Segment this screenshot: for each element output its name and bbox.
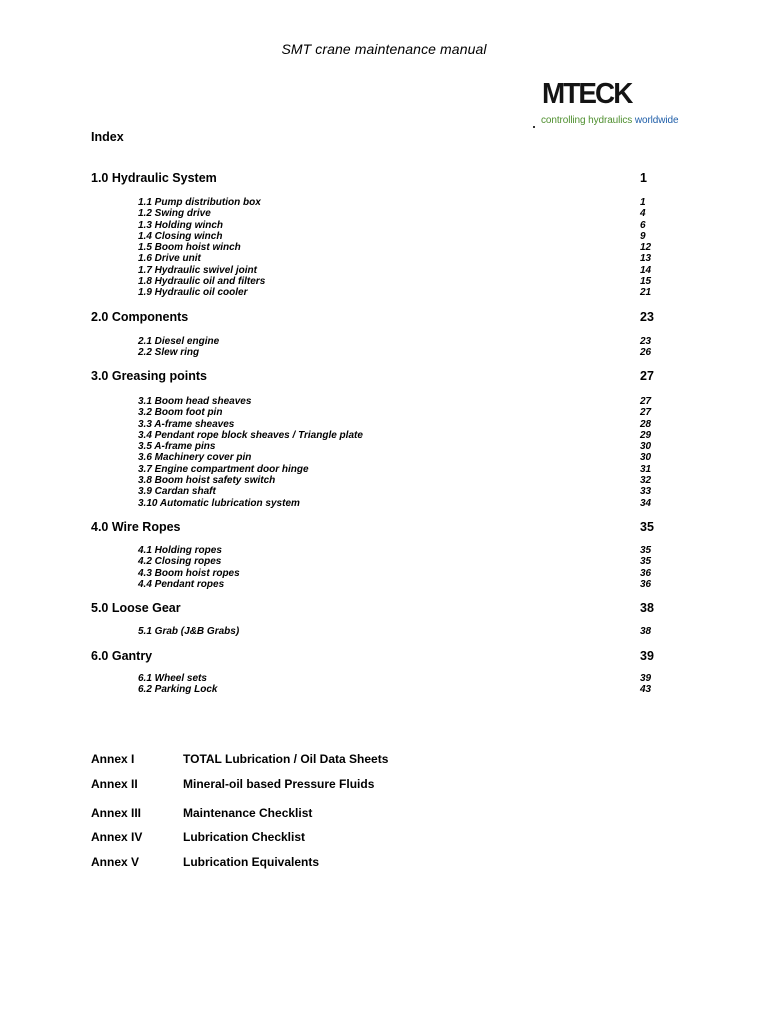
toc-item bbox=[91, 253, 661, 264]
toc-item bbox=[91, 336, 661, 347]
annex-code: Annex V bbox=[91, 855, 140, 869]
toc-item-label: 1.4 Closing winch bbox=[138, 230, 223, 242]
toc-item bbox=[91, 242, 661, 253]
page-header-title: SMT crane maintenance manual bbox=[281, 41, 487, 57]
logo-tagline bbox=[541, 115, 678, 126]
toc-item-page: 21 bbox=[640, 287, 652, 299]
toc-item bbox=[91, 486, 661, 497]
toc-section-label: 5.0 Loose Gear bbox=[91, 601, 181, 615]
annex-title: Lubrication Equivalents bbox=[183, 855, 320, 869]
toc-item-page: 35 bbox=[640, 556, 652, 568]
toc-section-page: 23 bbox=[640, 310, 654, 324]
toc-section-heading bbox=[91, 601, 661, 617]
toc-item-label: 1.9 Hydraulic oil cooler bbox=[138, 287, 248, 299]
toc-section bbox=[91, 601, 661, 637]
toc-section bbox=[91, 520, 661, 590]
toc-item-label: 4.3 Boom hoist ropes bbox=[138, 567, 240, 579]
toc-item-label: 1.3 Holding winch bbox=[138, 219, 224, 231]
toc-item-label: 6.1 Wheel sets bbox=[138, 673, 207, 684]
toc-sublist bbox=[91, 545, 661, 590]
annex-code: Annex III bbox=[91, 806, 142, 820]
toc-section-page: 38 bbox=[640, 601, 654, 615]
annex-title: TOTAL Lubrication / Oil Data Sheets bbox=[183, 752, 389, 766]
toc-section bbox=[91, 369, 661, 509]
toc-section-heading bbox=[91, 520, 661, 536]
toc-item bbox=[91, 545, 661, 556]
toc-item-page: 6 bbox=[640, 219, 646, 231]
toc-section bbox=[91, 310, 661, 359]
toc-item bbox=[91, 498, 661, 509]
mteck-logo bbox=[532, 78, 682, 130]
toc-item-page: 32 bbox=[640, 475, 652, 487]
toc-section bbox=[91, 171, 661, 299]
toc-item-label: 2.2 Slew ring bbox=[138, 347, 200, 359]
toc-item bbox=[91, 556, 661, 567]
toc-item-page: 34 bbox=[640, 497, 652, 509]
toc-item-label: 1.1 Pump distribution box bbox=[138, 197, 261, 208]
toc-item-page: 35 bbox=[640, 545, 652, 556]
toc-item bbox=[91, 347, 661, 358]
toc-section-page: 39 bbox=[640, 649, 654, 663]
toc-item-page: 43 bbox=[640, 684, 652, 696]
toc-item-label: 1.7 Hydraulic swivel joint bbox=[138, 264, 257, 276]
toc-item bbox=[91, 626, 661, 637]
toc-item-page: 9 bbox=[640, 230, 646, 242]
toc-item bbox=[91, 396, 661, 407]
toc-item-page: 1 bbox=[640, 197, 646, 208]
toc-item-page: 36 bbox=[640, 578, 652, 590]
toc-item-page: 4 bbox=[640, 208, 646, 220]
annex-code: Annex II bbox=[91, 777, 138, 791]
toc-item-label: 3.1 Boom head sheaves bbox=[138, 396, 252, 407]
toc-item-page: 28 bbox=[640, 418, 652, 430]
toc-sublist bbox=[91, 626, 661, 637]
toc-item bbox=[91, 407, 661, 418]
toc-section-label: 3.0 Greasing points bbox=[91, 369, 208, 383]
toc-item-label: 5.1 Grab (J&B Grabs) bbox=[138, 626, 240, 637]
annex-title: Maintenance Checklist bbox=[183, 806, 313, 820]
toc-section-page: 27 bbox=[640, 369, 654, 383]
toc-item-label: 3.3 A-frame sheaves bbox=[138, 418, 235, 430]
toc-item-page: 38 bbox=[640, 626, 652, 637]
toc-section-page: 35 bbox=[640, 520, 654, 534]
toc-item-page: 33 bbox=[640, 486, 652, 498]
toc-sublist bbox=[91, 197, 661, 299]
toc-section-label: 2.0 Components bbox=[91, 310, 189, 324]
toc-item bbox=[91, 441, 661, 452]
toc-item-label: 3.4 Pendant rope block sheaves / Triangle plate bbox=[138, 429, 363, 441]
toc-item-page: 13 bbox=[640, 253, 652, 265]
toc-item-page: 14 bbox=[640, 264, 652, 276]
annex-code: Annex I bbox=[91, 752, 135, 766]
toc-section-heading bbox=[91, 310, 661, 326]
toc-item bbox=[91, 579, 661, 590]
toc-item-page: 27 bbox=[640, 396, 652, 407]
toc-item bbox=[91, 684, 661, 695]
toc-section-label: 1.0 Hydraulic System bbox=[91, 171, 217, 185]
toc-item bbox=[91, 220, 661, 231]
toc-item-label: 3.9 Cardan shaft bbox=[138, 486, 216, 498]
annex-title: Lubrication Checklist bbox=[183, 830, 306, 844]
toc-item bbox=[91, 475, 661, 486]
annex-title: Mineral-oil based Pressure Fluids bbox=[183, 777, 375, 791]
toc-item-label: 4.2 Closing ropes bbox=[138, 556, 222, 568]
toc-item bbox=[91, 265, 661, 276]
toc-item bbox=[91, 287, 661, 298]
toc-item-page: 31 bbox=[640, 463, 652, 475]
toc-section-heading bbox=[91, 649, 661, 665]
toc-item-label: 6.2 Parking Lock bbox=[138, 684, 218, 696]
logo-dot bbox=[533, 126, 535, 128]
logo-tagline-part2: worldwide bbox=[634, 115, 679, 126]
toc-section bbox=[91, 649, 661, 696]
toc-item bbox=[91, 673, 661, 684]
toc-item-page: 12 bbox=[640, 242, 652, 254]
toc-item-label: 1.6 Drive unit bbox=[138, 253, 201, 265]
toc-item-label: 3.10 Automatic lubrication system bbox=[138, 497, 300, 509]
toc-item-page: 36 bbox=[640, 567, 652, 579]
toc-item-label: 3.8 Boom hoist safety switch bbox=[138, 475, 276, 487]
logo-wordmark: MTECK bbox=[542, 78, 632, 110]
toc-sublist bbox=[91, 673, 661, 696]
toc-item bbox=[91, 430, 661, 441]
toc-item-label: 4.1 Holding ropes bbox=[138, 545, 222, 556]
toc-sublist bbox=[91, 396, 661, 509]
toc-section-heading bbox=[91, 171, 661, 187]
toc-item-page: 15 bbox=[640, 276, 652, 288]
annex-code: Annex IV bbox=[91, 830, 143, 844]
toc-item-label: 1.8 Hydraulic oil and filters bbox=[138, 276, 266, 288]
toc-sublist bbox=[91, 336, 661, 359]
index-heading: Index bbox=[91, 130, 124, 144]
toc-item-page: 23 bbox=[640, 336, 652, 347]
toc-section-label: 6.0 Gantry bbox=[91, 649, 153, 663]
toc-item bbox=[91, 231, 661, 242]
toc-item-page: 30 bbox=[640, 441, 652, 453]
toc-item-page: 39 bbox=[640, 673, 652, 684]
toc-item bbox=[91, 464, 661, 475]
toc-item bbox=[91, 419, 661, 430]
toc-item-label: 3.6 Machinery cover pin bbox=[138, 452, 252, 464]
toc-item-label: 3.5 A-frame pins bbox=[138, 441, 216, 453]
toc-item bbox=[91, 197, 661, 208]
toc-item-label: 1.2 Swing drive bbox=[138, 208, 211, 220]
toc-item bbox=[91, 452, 661, 463]
toc-item bbox=[91, 276, 661, 287]
toc-item bbox=[91, 568, 661, 579]
logo-tagline-part1: controlling hydraulics bbox=[541, 115, 635, 126]
toc-section-label: 4.0 Wire Ropes bbox=[91, 520, 181, 534]
toc-item-page: 26 bbox=[640, 347, 652, 359]
toc-item-label: 3.7 Engine compartment door hinge bbox=[138, 463, 309, 475]
toc-item-label: 1.5 Boom hoist winch bbox=[138, 242, 241, 254]
toc-item-label: 3.2 Boom foot pin bbox=[138, 407, 223, 419]
toc-section-heading bbox=[91, 369, 661, 385]
toc-item-page: 27 bbox=[640, 407, 652, 419]
toc-item-label: 4.4 Pendant ropes bbox=[138, 578, 225, 590]
toc-item bbox=[91, 208, 661, 219]
toc-item-page: 29 bbox=[640, 429, 652, 441]
toc-item-label: 2.1 Diesel engine bbox=[138, 336, 220, 347]
toc-section-page: 1 bbox=[640, 171, 647, 185]
toc-item-page: 30 bbox=[640, 452, 652, 464]
